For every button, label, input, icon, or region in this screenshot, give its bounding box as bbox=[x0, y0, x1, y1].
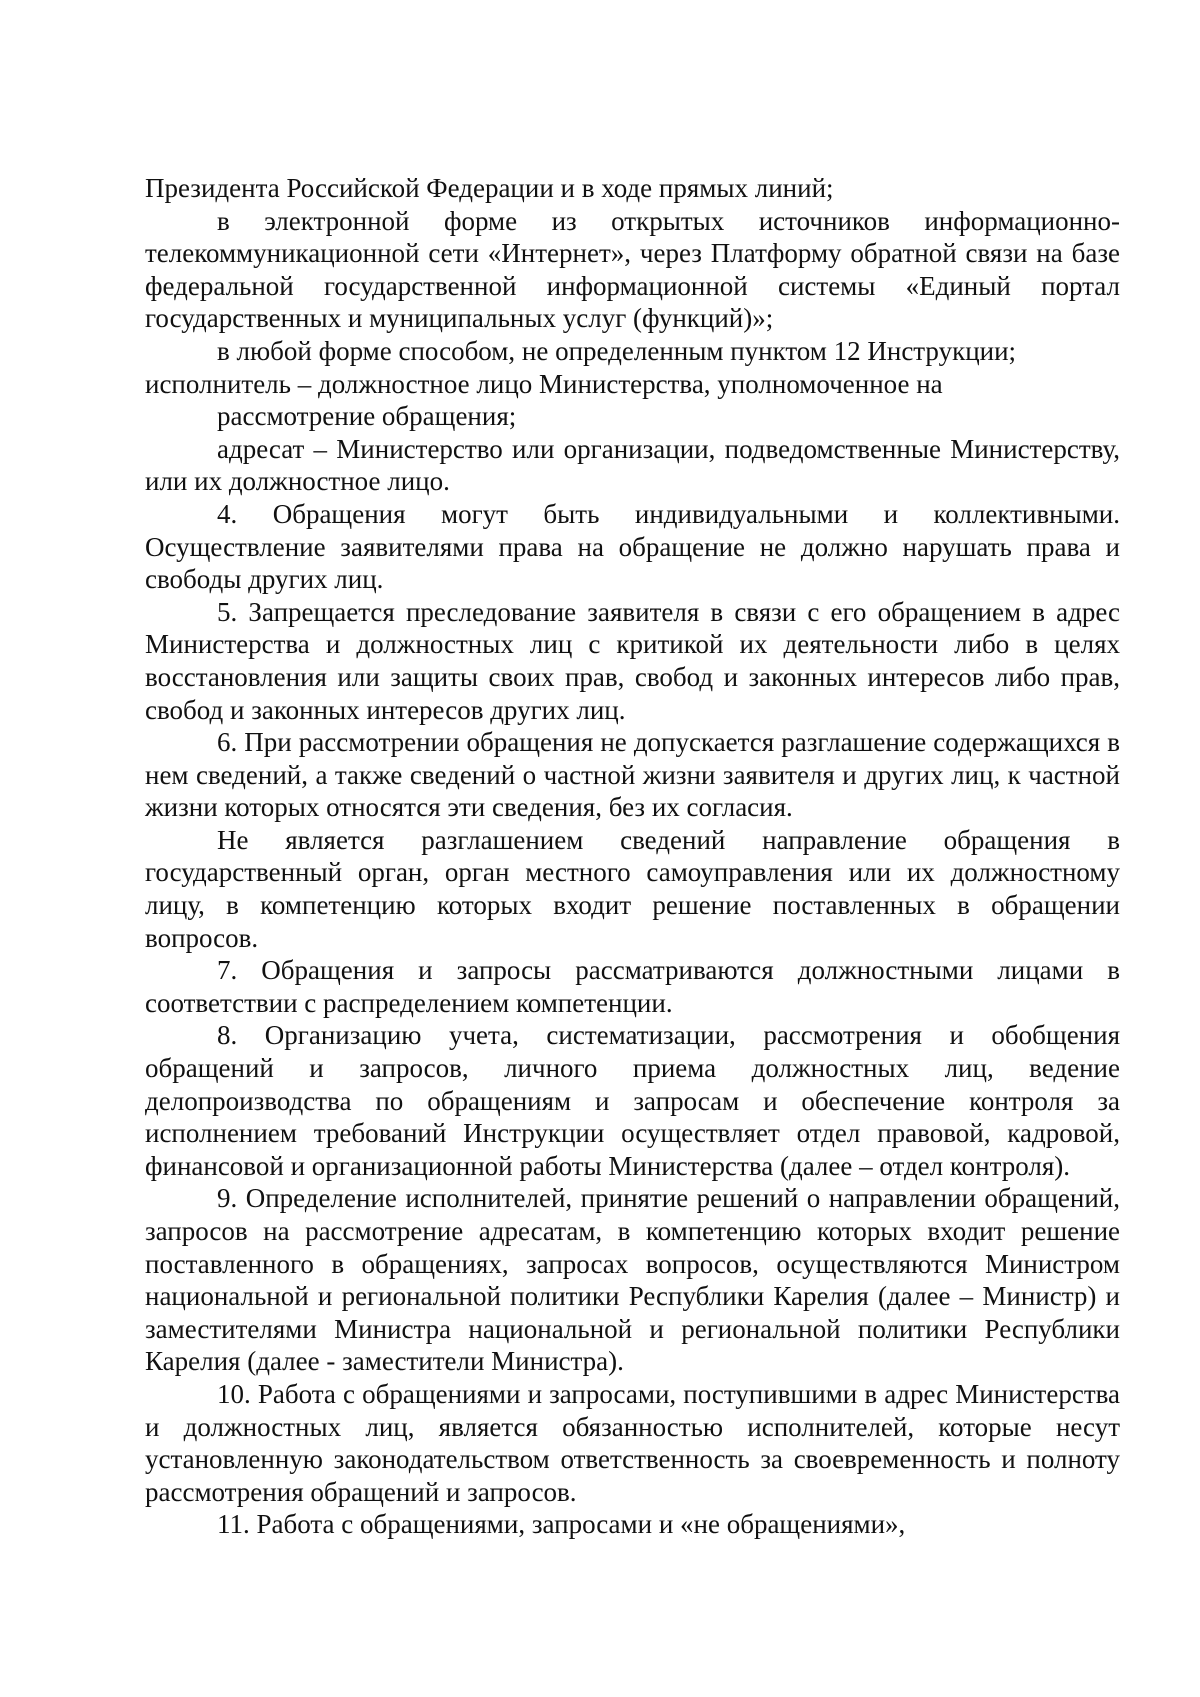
paragraph-item-5: 5. Запрещается преследование заявителя в связи с его обращением в адрес Министерства и должностных лиц с критикой их деятельности либо в целях восстановления или защиты своих прав, свобод и законных интересов либо прав, свобод и законных интересов других лиц. bbox=[145, 596, 1120, 725]
document-body bbox=[145, 172, 1120, 1541]
paragraph: адресат – Министерство или организации, подведомственные Министерству, или их должностное лицо. bbox=[145, 433, 1120, 497]
paragraph-item-10: 10. Работа с обращениями и запросами, поступившими в адрес Министерства и должностных лиц, является обязанностью исполнителей, которые несут установленную законодательством ответственность за своевременность и полноту рассмотрения обращений и запросов. bbox=[145, 1378, 1120, 1507]
paragraph: Не является разглашением сведений направление обращения в государственный орган, орган местного самоуправления или их должностному лицу, в компетенцию которых входит решение поставленных в обращении вопросов. bbox=[145, 824, 1120, 953]
paragraph: в любой форме способом, не определенным пунктом 12 Инструкции; bbox=[217, 335, 1017, 366]
paragraph: исполнитель – должностное лицо Министерства, уполномоченное на bbox=[145, 368, 943, 399]
paragraph-item-11: 11. Работа с обращениями, запросами и «не обращениями», bbox=[217, 1509, 906, 1540]
paragraph-item-8: 8. Организацию учета, систематизации, рассмотрения и обобщения обращений и запросов, личного приема должностных лиц, ведение делопроизводства по обращениям и запросам и обеспечение контроля за исполнением требований Инструкции осуществляет отдел правовой, кадровой, финансовой и организационной работы Министерства (далее – отдел контроля). bbox=[145, 1020, 1120, 1181]
paragraph-item-9: 9. Определение исполнителей, принятие решений о направлении обращений, запросов на рассмотрение адресатам, в компетенцию которых входит решение поставленного в обращениях, запросах вопросов, осуществляются Министром национальной и региональной политики Республики Карелия (далее – Министр) и заместителями Министра национальной и региональной политики Республики Карелия (далее - заместители Министра). bbox=[145, 1183, 1120, 1377]
paragraph: Президента Российской Федерации и в ходе прямых линий; bbox=[145, 173, 834, 203]
paragraph-item-7: 7. Обращения и запросы рассматриваются должностными лицами в соответствии с распределением компетенции. bbox=[145, 955, 1120, 1018]
paragraph: рассмотрение обращения; bbox=[217, 401, 517, 432]
paragraph-item-6: 6. При рассмотрении обращения не допускается разглашение содержащихся в нем сведений, а также сведений о частной жизни заявителя и других лиц, к частной жизни которых относятся эти сведения, без их согласия. bbox=[145, 727, 1120, 823]
paragraph-item-4: 4. Обращения могут быть индивидуальными и коллективными. Осуществление заявителями права на обращение не должно нарушать права и свободы других лиц. bbox=[145, 498, 1120, 595]
paragraph: в электронной форме из открытых источников информационно-телекоммуникационной сети «Интернет», через Платформу обратной связи на базе федеральной государственной информационной системы «Единый портал государственных и муниципальных услуг (функций)»; bbox=[145, 205, 1120, 334]
